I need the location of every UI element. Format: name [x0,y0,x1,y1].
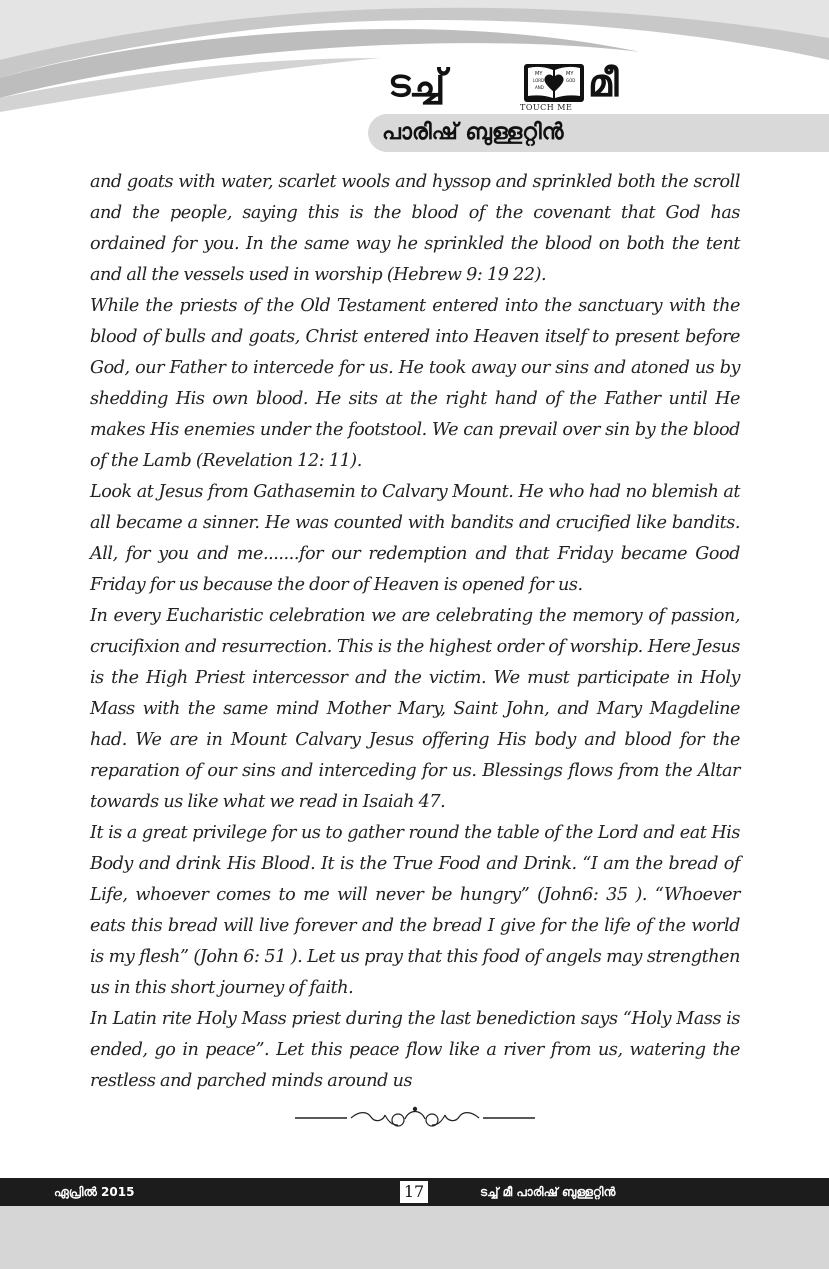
book-word-lord: LORD [533,78,545,83]
footer-date: ഏപ്രിൽ 2015 [54,1185,135,1199]
logo-text-right: മീ [588,61,619,105]
open-book-heart-icon [522,62,586,104]
book-word-my-1: MY [535,71,543,77]
article-paragraph: While the priests of the Old Testament entered into the sanctuary with the blood of bulls and goats, Christ entered into Heaven itself to present before God, our Father to intercede for us. He took away our sins and atoned us by shedding His own blood. He sits at the right hand of the Father until He makes His enemies under the footstool. We can prevail over sin by the blood of the Lamb (Revelation 12: 11). [90,296,740,471]
article-paragraph: It is a great privilege for us to gather round the table of the Lord and eat His Body and drink His Blood. It is the True Food and Drink. “I am the bread of Life, whoever comes to me will never be hungry” (John6: 35 ). “Whoever eats this bread will live forever and the bread I give for the life of the world is my flesh” (John 6: 51 ). Let us pray that this food of angels may strengthen us in this short journey of faith. [90,823,740,998]
book-word-my-2: MY [566,71,574,77]
book-word-god: GOD [566,78,576,83]
article-paragraph: Look at Jesus from Gathasemin to Calvary Mount. He who had no blemish at all became a sinner. He was counted with bandits and crucified like bandits. All, for you and me.......for our redemption and that Friday became Good Friday for us because the door of Heaven is opened for us. [90,482,740,595]
article-body [90,167,740,1097]
logo-text-left: ടച്ച് [388,61,445,105]
article-paragraph: In Latin rite Holy Mass priest during the last benediction says “Holy Mass is ended, go in peace”. Let this peace flow like a river from us, watering the restless and parched minds around us [90,1009,740,1091]
footer-publication: ടച്ച് മീ പാരിഷ് ബുള്ളറ്റിൻ [480,1185,616,1199]
page-number: 17 [400,1181,428,1203]
touch-me-logo [388,58,688,108]
ornament-divider-icon [295,1103,535,1133]
article-paragraph: In every Eucharistic celebration we are celebrating the memory of passion, crucifixion and resurrection. This is the highest order of worship. Here Jesus is the High Priest intercessor and the victim. We must participate in Holy Mass with the same mind Mother Mary, Saint John, and Mary Magdeline had. We are in Mount Calvary Jesus offering His body and blood for the reparation of our sins and interceding for us. Blessings flows from the Altar towards us like what we read in Isaiah 47. [90,606,740,812]
logo-subtitle: TOUCH ME [520,103,573,112]
footer-bar [0,1178,829,1206]
article-paragraph: and goats with water, scarlet wools and hyssop and sprinkled both the scroll and the people, saying this is the blood of the covenant that God has ordained for you. In the same way he sprinkled the blood on both the tent and all the vessels used in worship (Hebrew 9: 19 22). [90,172,740,285]
book-word-and: AND [535,85,544,90]
banner-title: പാരിഷ് ബുള്ളറ്റിൻ [382,120,564,145]
footer-panel [0,1206,829,1269]
bulletin-banner [368,114,829,152]
